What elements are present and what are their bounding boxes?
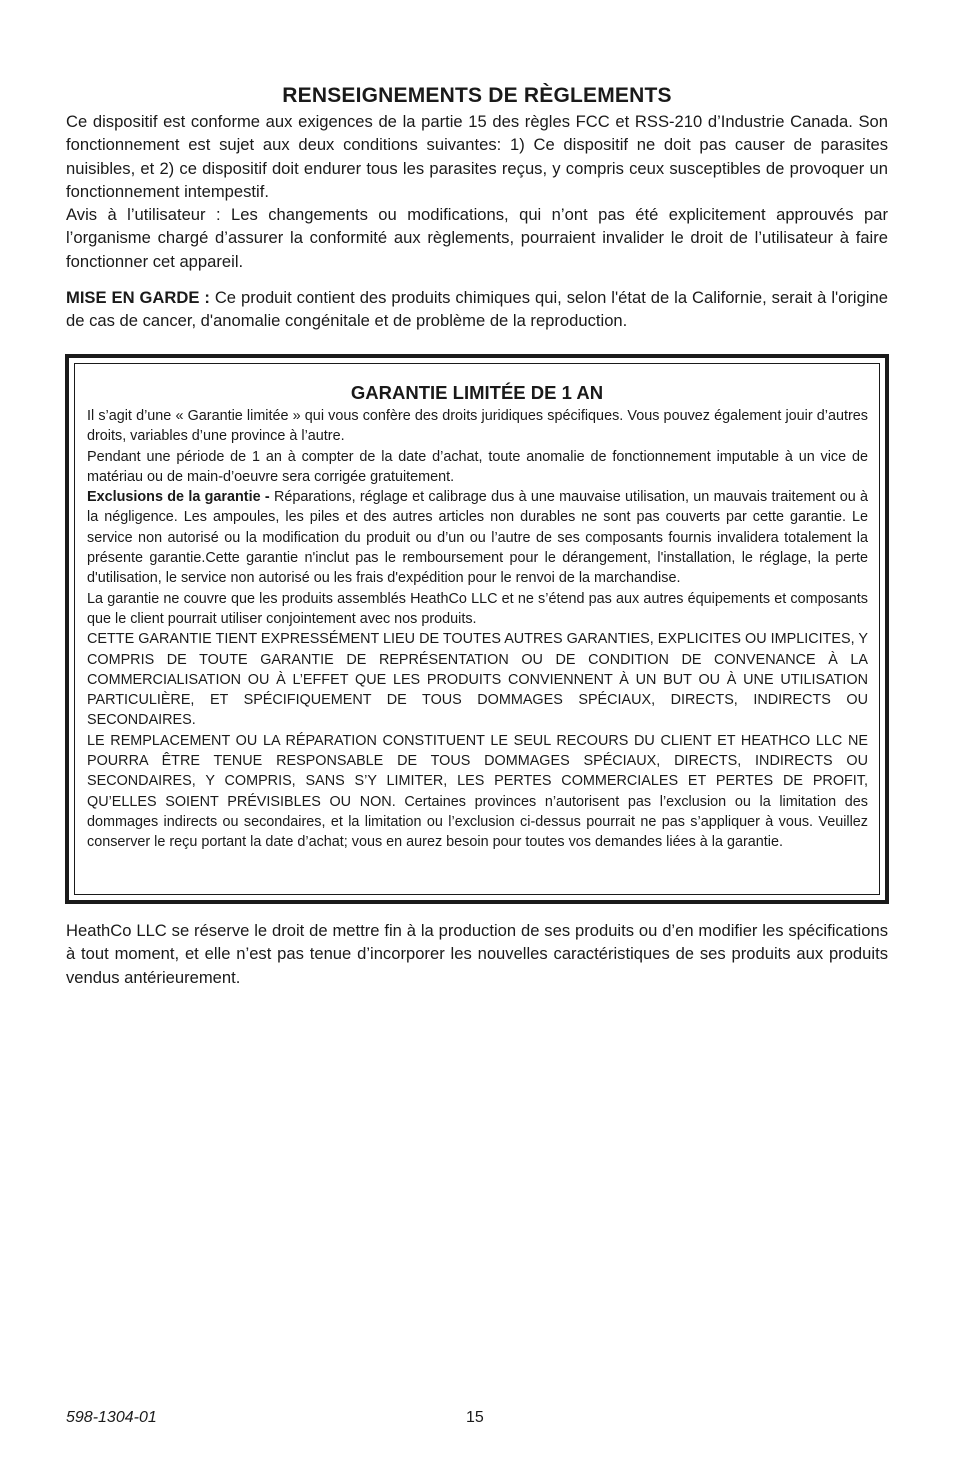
- warning-text: Ce produit contient des produits chimiques qui, selon l'état de la Californie, serait à l'origine de cas de cancer, d'anomalie congénitale et de problème de la reproduction.: [66, 288, 888, 331]
- warranty-rights-paragraph: Il s’agit d’une « Garantie limitée » qui vous confère des droits juridiques spécifiques. Vous pouvez également jouir d’autres droits, variables d’une province à l’autre.: [87, 408, 868, 445]
- warranty-title: GARANTIE LIMITÉE DE 1 AN: [350, 382, 604, 403]
- warranty-exclusions-paragraph: [87, 487, 868, 588]
- exclusions-text: Réparations, réglage et calibrage dus à une mauvaise utilisation, un mauvais traitement ou à la négligence. Les ampoules, les piles et des autres articles non durables ne sont pas couverts par cette garantie. Le service non autorisé ou la modification du produit ou d’un ou l’autre de ses composants fournis invalidera totalement la présente garantie.Cette garantie n'inclut pas le remboursement pour le dérangement, l'installation, le réglage, la perte d'utilisation, le service non autorisé ou les frais d'expédition pour le renvoi de la marchandise.: [87, 489, 869, 587]
- warning-label: MISE EN GARDE :: [66, 288, 210, 308]
- warranty-coverage-paragraph: La garantie ne couvre que les produits assemblés HeathCo LLC et ne s’étend pas aux autres équipements et composants que le client pourrait utiliser conjointement avec nos produits.: [87, 590, 868, 627]
- closing-paragraph: HeathCo LLC se réserve le droit de mettre fin à la production de ses produits ou d’en modifier les spécifications à tout moment, et elle n’est pas tenue d’incorporer les nouvelles caractéristiques de ses produits aux produits vendus antérieurement.: [66, 921, 888, 987]
- fcc-compliance-paragraph: Ce dispositif est conforme aux exigences de la partie 15 des règles FCC et RSS-210 d’Industrie Canada. Son fonctionnement est sujet aux deux conditions suivantes: 1) Ce dispositif ne doit pas causer de parasites nuisibles, et 2) ce dispositif doit endurer tous les parasites reçus, y compris ceux susceptibles de provoquer un fonctionnement intempestif.: [66, 112, 888, 201]
- warranty-period-paragraph: Pendant une période de 1 an à compter de la date d’achat, toute anomalie de fonctionnement imputable à un vice de matériau ou de main-d’oeuvre sera corrigée gratuitement.: [87, 448, 868, 485]
- warranty-inner-frame: [74, 363, 880, 895]
- user-notice-paragraph: Avis à l’utilisateur : Les changements ou modifications, qui n’ont pas été explicitement approuvés par l’organisme chargé d’assurer la conformité aux règlements, pourraient invalider le droit de l’utilisateur à faire fonctionner cet appareil.: [66, 205, 888, 271]
- california-warning-paragraph: [66, 286, 888, 333]
- page-title: RENSEIGNEMENTS DE RÈGLEMENTS: [282, 84, 672, 107]
- warranty-disclaimer-paragraph: CETTE GARANTIE TIENT EXPRESSÉMENT LIEU DE TOUTES AUTRES GARANTIES, EXPLICITES OU IMPLICITES, Y COMPRIS DE TOUTE GARANTIE DE REPRÉSENTATION OU DE CONDITION DE CONVENANCE À LA COMMERCIALISATION OU À L’EFFET QUE LES PRODUITS CONVIENNENT À UN BUT OU À UNE UTILISATION PARTICULIÈRE, ET SPÉCIFIQUEMENT DE TOUS DOMMAGES SPÉCIAUX, DIRECTS, INDIRECTS OU SECONDAIRES.: [87, 631, 868, 729]
- page-number: 15: [466, 1409, 484, 1426]
- exclusions-label: Exclusions de la garantie -: [87, 489, 270, 506]
- regulatory-section: [66, 110, 888, 333]
- warranty-remedy-paragraph: LE REMPLACEMENT OU LA RÉPARATION CONSTITUENT LE SEUL RECOURS DU CLIENT ET HEATHCO LLC NE POURRA ÊTRE TENUE RESPONSABLE DE TOUS DOMMAGES SPÉCIAUX, DIRECTS, INDIRECTS OU SECONDAIRES, Y COMPRIS, SANS S’Y LIMITER, LES PERTES COMMERCIALES ET PERTES DE PROFIT, QU’ELLES SOIENT PRÉVISIBLES OU NON. Certaines provinces n’autorisent pas l’exclusion ou la limitation des dommages indirects ou secondaires, et la limitation ou l’exclusion ci-dessus pourrait ne pas s’appliquer à vous. Veuillez conserver le reçu portant la date d’achat; vous en aurez besoin pour toutes vos demandes liées à la garantie.: [87, 732, 868, 851]
- document-number: 598-1304-01: [66, 1409, 157, 1426]
- warranty-box: [65, 354, 889, 904]
- warranty-body: [87, 406, 868, 853]
